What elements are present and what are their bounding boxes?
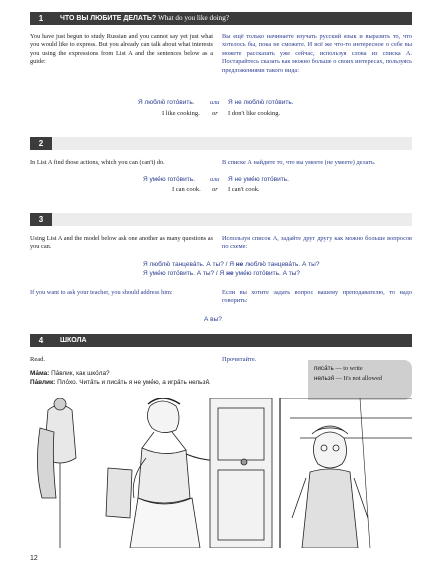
speaker: Па́влик:	[30, 379, 56, 386]
section-title	[60, 334, 87, 347]
s2-instruction-en: In List A find those actions, which you can (can't) do.	[30, 159, 165, 166]
s3-example-formal: А вы?	[204, 316, 222, 323]
vocab-item: писа́ть — to write	[314, 365, 363, 372]
s3-address-ru: Если вы хотите задать вопрос вашему преподавателю, то надо говорить:	[222, 289, 412, 305]
section-number: 3	[30, 213, 52, 226]
page-number: 12	[30, 555, 38, 562]
s4-read-en: Read.	[30, 356, 45, 363]
section-number: 4	[38, 336, 44, 345]
s2-example-en-or: or	[212, 186, 218, 193]
s1-example-en-or: or	[212, 110, 218, 117]
s1-example-en-like: I like cooking.	[162, 110, 200, 117]
s1-example-en-dislike: I don't like cooking.	[228, 110, 281, 117]
s2-example-ru-cannot: Я не уме́ю гото́вить.	[228, 176, 289, 183]
s2-example-en-can: I can cook.	[172, 186, 201, 193]
illustration-mother-and-boy	[30, 398, 412, 548]
s1-example-ru-or: или	[210, 99, 220, 106]
section-title	[60, 12, 229, 25]
utterance: Па́влик, как шко́ла?	[51, 370, 110, 377]
s1-instruction-ru: Вы ещё только начинаете изучать русский язык и выразить то, что хотелось бы, пока не сможете. И всё же что-то интересное о себе вы можете рассказать уже сейчас, используя слова из списка А. Постарайтесь сказать как можно больше о своих интересах, пользуясь предложениями такого вида:	[222, 33, 412, 74]
section-1-header	[30, 12, 412, 25]
s2-instruction-ru: В списке А найдите то, что вы умеете (не умеете) делать.	[222, 159, 376, 166]
speaker: Ма́ма:	[30, 370, 50, 377]
section-3-header	[30, 213, 412, 226]
section-title-en: What do you like doing?	[158, 14, 230, 22]
section-title-ru: ШКОЛА	[60, 337, 87, 344]
section-number: 1	[38, 14, 44, 23]
utterance: Пло́хо. Чита́ть и писа́ть я не уме́ю, а игра́ть нельзя́.	[57, 379, 211, 386]
s2-example-en-cannot: I can't cook.	[228, 186, 260, 193]
s3-example-can: Я уме́ю гото́вить. А ты? / Я не уме́ю гото́вить. А ты?	[143, 270, 301, 277]
dialogue-line-1	[30, 369, 110, 378]
section-4-header	[30, 334, 412, 347]
vocab-item: нельзя́ — It's not allowed	[314, 375, 383, 382]
dialogue-line-2	[30, 378, 211, 387]
vocabulary-box	[308, 360, 412, 400]
s2-example-ru-can: Я уме́ю гото́вить.	[143, 176, 195, 183]
s1-example-ru-like: Я люблю́ гото́вить.	[138, 99, 195, 106]
section-2-header	[30, 137, 412, 150]
s3-instruction-ru: Используя список А, задайте друг другу как можно больше вопросов по схеме:	[222, 235, 412, 251]
s3-example-like: Я люблю́ танцева́ть. А ты? / Я не люблю́ танцева́ть. А ты?	[143, 261, 320, 268]
s1-instruction-en: You have just begun to study Russian and you cannot say yet just what you would like to express. But you already can talk about what interests you using the expressions from List A and the sentences below as a guide:	[30, 33, 213, 66]
s1-example-ru-dislike: Я не люблю́ гото́вить.	[228, 99, 294, 106]
s4-read-ru: Прочитайте.	[222, 356, 257, 363]
section-number: 2	[30, 137, 52, 150]
s3-address-en: If you want to ask your teacher, you should address him:	[30, 289, 173, 296]
section-title-ru: ЧТО ВЫ ЛЮБИТЕ ДЕЛАТЬ?	[60, 15, 157, 22]
s2-example-ru-or: или	[210, 176, 220, 183]
s3-instruction-en: Using List A and the model below ask one another as many questions as you can.	[30, 235, 213, 251]
